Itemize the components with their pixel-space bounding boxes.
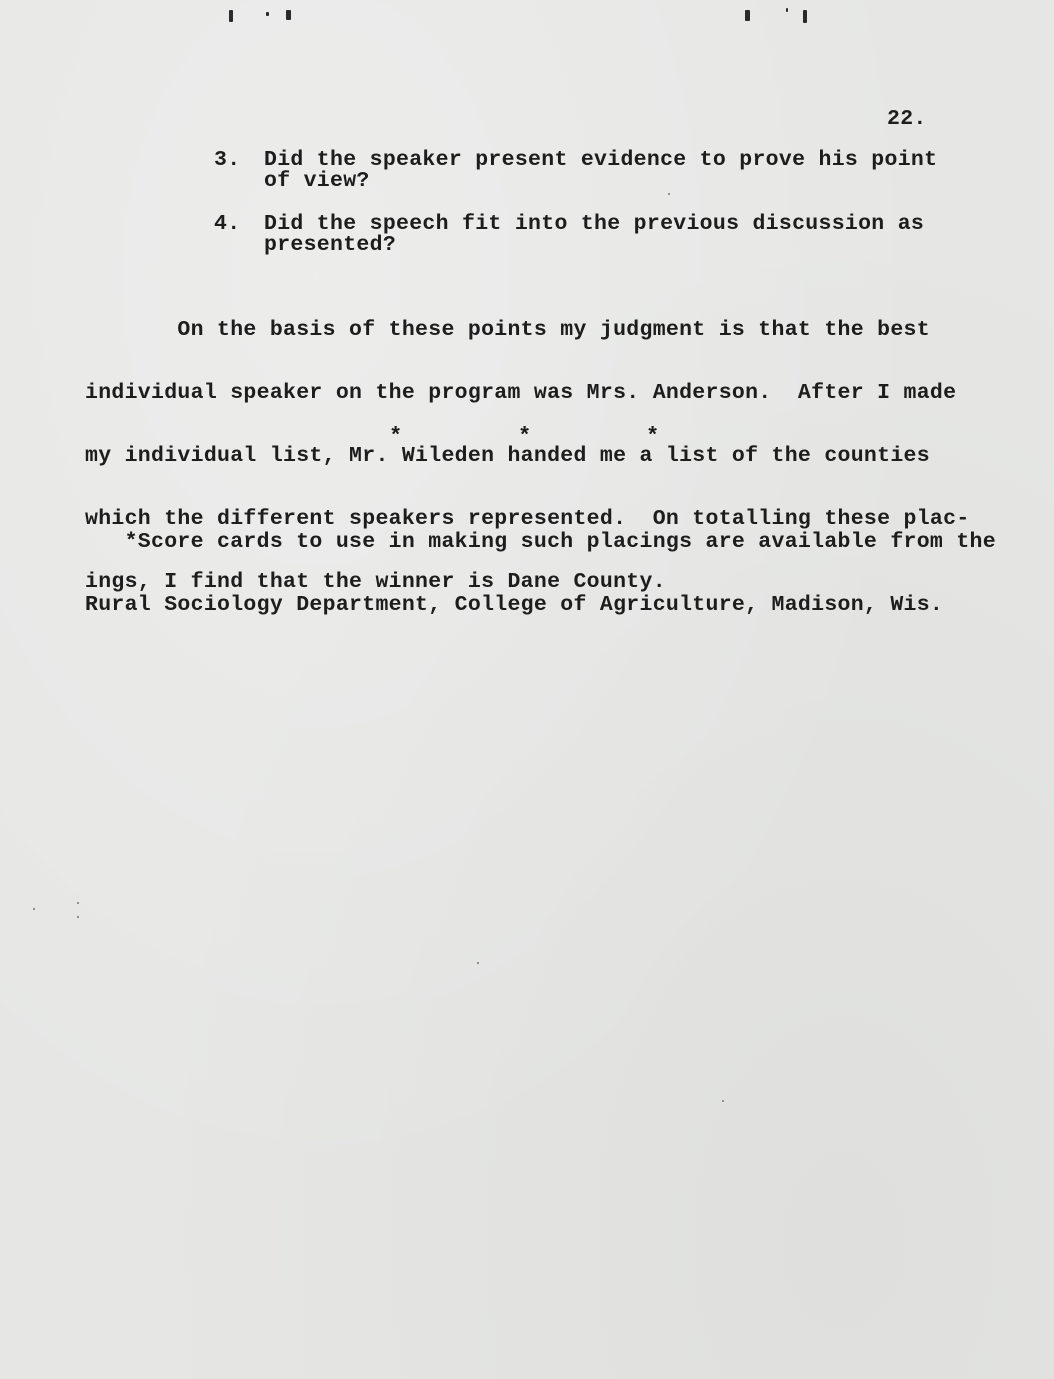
separator-asterisk: *: [389, 424, 403, 449]
footnote: [85, 490, 996, 658]
section-separator: [0, 424, 1054, 448]
scan-mark: [786, 8, 788, 12]
list-item-line: presented?: [264, 233, 397, 257]
scan-mark: [286, 10, 291, 20]
scan-mark: [266, 12, 269, 16]
scan-mark: [803, 10, 807, 23]
list-item-number: 4.: [214, 212, 241, 236]
paragraph-line: On the basis of these points my judgment is that the best: [85, 318, 930, 342]
scan-speck: [477, 962, 479, 964]
scan-mark: [745, 10, 750, 21]
footnote-line: *Score cards to use in making such placings are available from the: [85, 530, 996, 554]
scan-mark: [229, 10, 233, 22]
paragraph-line: which the different speakers represented. On totalling these plac-: [85, 507, 970, 531]
paragraph-line: ings, I find that the winner is Dane County.: [85, 570, 666, 594]
list-item-number: 3.: [214, 148, 241, 172]
scan-speck: [77, 902, 79, 904]
scan-speck: [668, 193, 670, 195]
paragraph-line: my individual list, Mr. Wileden handed me a list of the counties: [85, 444, 930, 468]
list-item-line: Did the speaker present evidence to prove his point: [264, 148, 938, 172]
paragraph-line: individual speaker on the program was Mrs. Anderson. After I made: [85, 381, 957, 405]
separator-asterisk: *: [646, 424, 660, 449]
separator-asterisk: *: [518, 424, 532, 449]
page-number: 22.: [887, 107, 927, 131]
list-item-line: of view?: [264, 169, 370, 193]
scan-speck: [722, 1100, 724, 1102]
footnote-line: Rural Sociology Department, College of Agriculture, Madison, Wis.: [85, 593, 944, 617]
scan-speck: [33, 908, 35, 910]
list-item-line: Did the speech fit into the previous discussion as: [264, 212, 925, 236]
scan-speck: [77, 916, 79, 918]
